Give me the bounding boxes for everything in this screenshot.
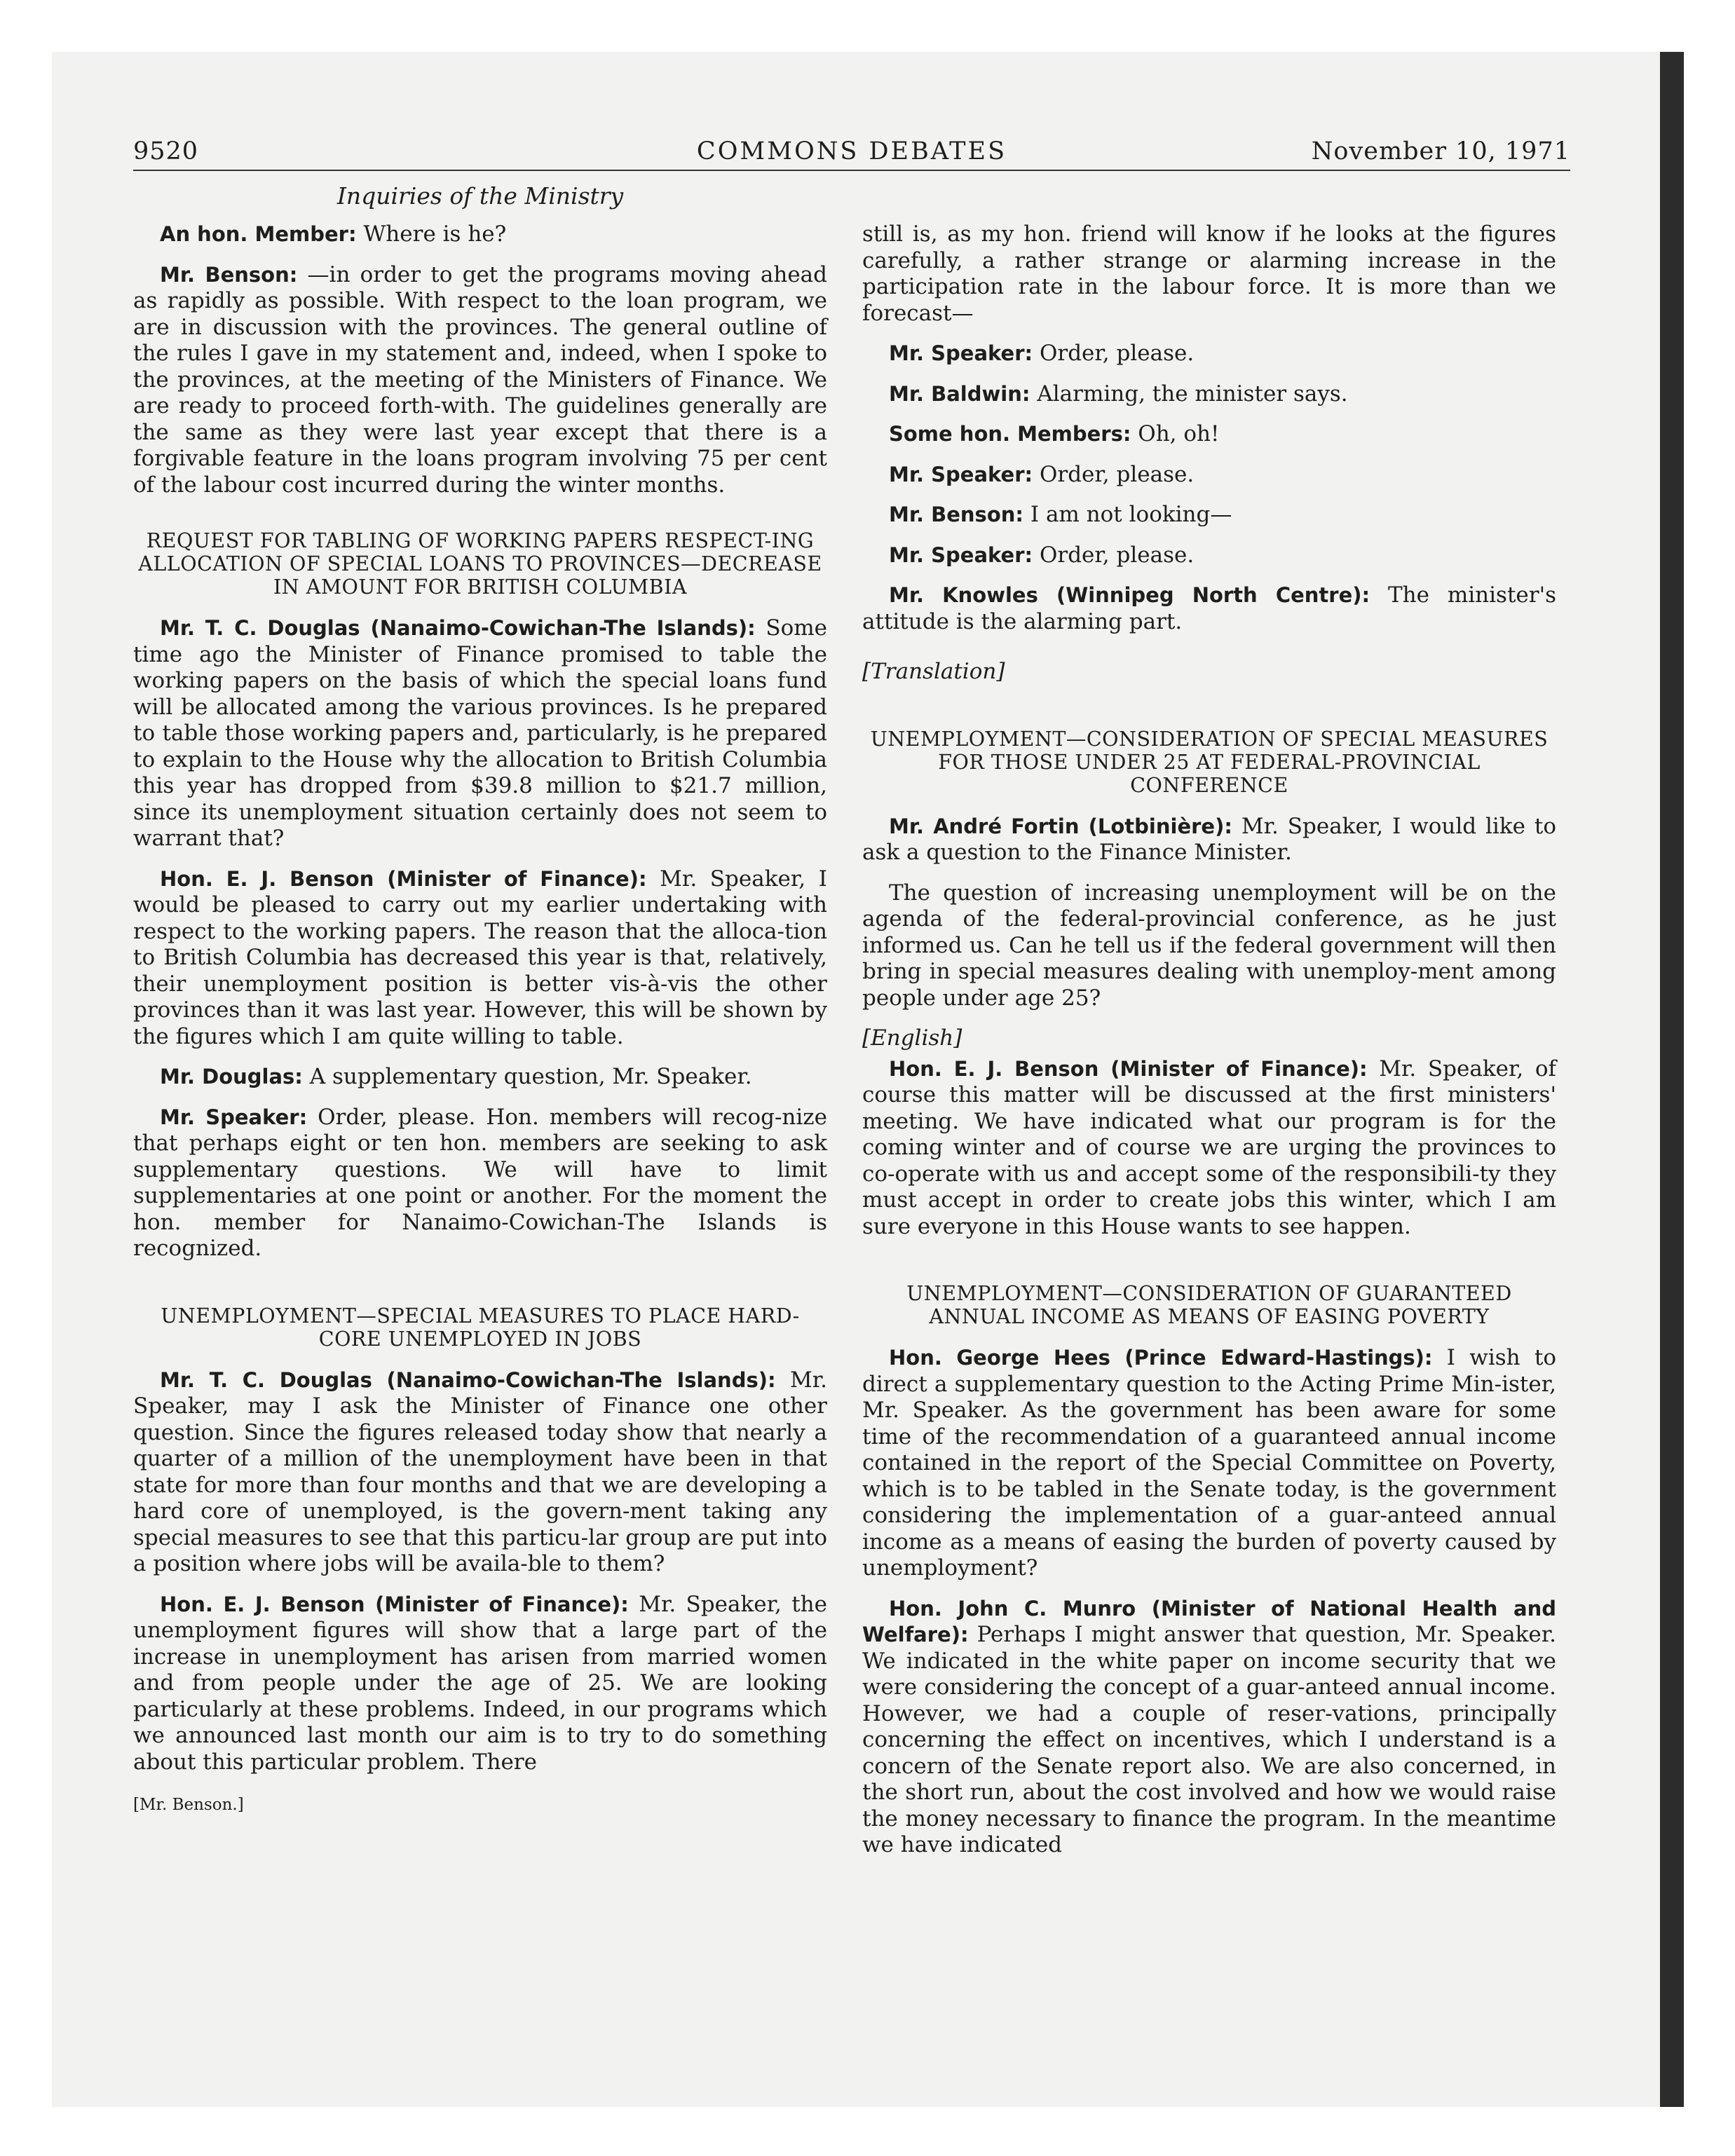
speaker-name: Mr. T. C. Douglas (Nanaimo-Cowichan-The Islands): [160,1367,776,1392]
speech-text: The minister's attitude is the alarming part. [862,582,1556,634]
speech-paragraph [133,1367,827,1578]
section-heading: UNEMPLOYMENT—SPECIAL MEASURES TO PLACE HARD-CORE UNEMPLOYED IN JOBS [161,1304,800,1351]
speech-text: Mr. Speaker, of course this matter will be discussed at the first ministers' meeting. We have indicated what our program is for the coming winter and of course we are urging the provinces to co-operate with us and accept some of the responsibili-ty they must accept in order to create jobs this winter, which I am sure everyone in this House wants to see happen. [862,1056,1556,1239]
publication-title: COMMONS DEBATES [696,137,1007,165]
speaker-name: Mr. Benson: [889,503,1023,526]
speech-text: Mr. Speaker, the unemployment figures will show that a large part of the increase in unemployment has arisen from married women and from people under the age of 25. We are looking particularly at these problems. Indeed, in our programs which we announced last month our aim is to try to do something about this particular problem. There [133,1591,827,1775]
speech-paragraph [862,381,1556,408]
speaker-name: Hon. E. J. Benson (Minister of Finance): [160,1592,629,1616]
speaker-name: Mr. Speaker: [160,1105,308,1129]
speech-paragraph [862,421,1556,448]
speaker-name: Mr. André Fortin (Lotbinière): [889,814,1232,838]
language-marker: [English] [862,1025,962,1051]
speech-paragraph [862,341,1556,367]
speaker-name: Mr. Speaker: [889,341,1033,365]
speech-text: Order, please. Hon. members will recog-nize that perhaps eight or ten hon. members are seeking to ask supplementary questions. We will have to limit supplementaries at one point or another. For the moment the hon. member for Nanaimo-Cowichan-The Islands is recognized. [133,1104,827,1261]
speech-text: still is, as my hon. friend will know if he looks at the figures carefully, a rather strange or alarming increase in the participation rate in the labour force. It is more than we forecast— [862,221,1556,326]
speaker-name: Mr. Baldwin: [889,381,1030,406]
speech-paragraph [133,1105,827,1262]
section-heading: UNEMPLOYMENT—CONSIDERATION OF SPECIAL MEASURES FOR THOSE UNDER 25 AT FEDERAL-PROVINCIAL CONFERENCE [870,727,1549,797]
language-marker: [Translation] [862,659,1005,684]
page-number: 9520 [133,137,199,165]
speaker-name: Hon. E. J. Benson (Minister of Finance): [889,1056,1368,1081]
speaker-name: Mr. Benson: [160,262,298,287]
speech-text: A supplementary question, Mr. Speaker. [302,1064,752,1089]
speech-text: Mr. Speaker, may I ask the Minister of Finance one other question. Since the figures released today show that nearly a quarter of a million of the unemployment have been in that state for more than four months and that we are developing a hard core of unemployed, is the govern-ment taking any special measures to see that this particu-lar group are put into a position where jobs will be availa-ble to them? [133,1367,827,1576]
column-footnote: [Mr. Benson.] [133,1796,244,1814]
speech-text: Perhaps I might answer that question, Mr. Speaker. We indicated in the white paper on income security that we were considering the concept of a guar-anteed annual income. However, we had a couple of reser-vations, principally concerning the effect on incentives, which I understand is a concern of the Senate report also. We are also concerned, in the short run, about the cost involved and how we would raise the money necessary to finance the program. In the meantime we have indicated [862,1622,1556,1857]
speech-text: Mr. Speaker, I would like to ask a question to the Finance Minister. [862,813,1556,865]
speech-paragraph [862,814,1556,866]
speech-paragraph [133,221,827,248]
speech-paragraph [862,221,1556,327]
speech-text: Order, please. [1033,341,1195,366]
speech-text: —in order to get the programs moving ahead as rapidly as possible. With respect to the loan program, we are in discussion with the provinces. The general outline of the rules I gave in my statement and, indeed, when I spoke to the provinces, at the meeting of the Ministers of Finance. We are ready to proceed forth-with. The guidelines generally are the same as they were last year except that there is a forgivable feature in the loans program involving 75 per cent of the labour cost incurred during the winter months. [133,261,827,498]
speech-paragraph [862,1056,1556,1241]
speech-paragraph [133,866,827,1051]
right-column [862,221,1556,1873]
speaker-name: Mr. Douglas: [160,1065,303,1089]
left-column [133,221,827,1819]
speaker-name: Mr. Speaker: [889,462,1033,486]
speech-paragraph [862,502,1556,528]
speech-paragraph [133,262,827,499]
speech-paragraph [862,880,1556,1012]
speech-paragraph [133,1592,827,1776]
page-date: November 10, 1971 [1311,137,1570,165]
speech-paragraph [862,582,1556,635]
speech-paragraph [133,615,827,852]
section-heading: REQUEST FOR TABLING OF WORKING PAPERS RESPECT-ING ALLOCATION OF SPECIAL LOANS TO PROVINCES—DECREASE IN AMOUNT FOR BRITISH COLUMBIA [138,529,822,599]
speaker-name: An hon. Member: [160,222,357,246]
speech-text: Order, please. [1033,461,1195,487]
speech-text: Alarming, the minister says. [1030,381,1348,407]
speech-text: Where is he? [356,221,507,247]
scan-edge-shadow [1660,52,1684,2107]
speech-text: Order, please. [1033,542,1195,568]
speech-paragraph [133,1064,827,1091]
speech-text: I wish to direct a supplementary question to the Acting Prime Min-ister, Mr. Speaker. As the government has been aware for some time of the recommendation of a guaranteed annual income contained in the report of the Special Committee on Poverty, which is to be tabled in the Senate today, is the government considering the implementation of a guar-anteed annual income as a means of easing the burden of poverty caused by unemployment? [862,1345,1556,1581]
speech-text: Mr. Speaker, I would be pleased to carry out my earlier undertaking with respect to the working papers. The reason that the alloca-tion to British Columbia has decreased this year is that, relatively, their unemployment position is better vis-à-vis the other provinces than it was last year. However, this will be shown by the figures which I am quite willing to table. [133,866,827,1049]
speech-text: I am not looking— [1023,502,1232,527]
section-subheader: Inquiries of the Ministry [336,182,624,210]
speaker-name: Mr. T. C. Douglas (Nanaimo-Cowichan-The Islands): [160,616,756,640]
speech-paragraph [862,1596,1556,1859]
speaker-name: Hon. George Hees (Prince Edward-Hastings): [889,1346,1433,1370]
speaker-name: Some hon. Members: [889,422,1131,446]
section-heading: UNEMPLOYMENT—CONSIDERATION OF GUARANTEED ANNUAL INCOME AS MEANS OF EASING POVERTY [906,1282,1512,1328]
speech-paragraph [862,462,1556,489]
document-page [133,135,1570,1929]
speech-text: The question of increasing unemployment will be on the agenda of the federal-provincial conference, as he just informed us. Can he tell us if the federal government will then bring in special measures dealing with unemploy-ment among people under age 25? [862,880,1556,1011]
speaker-name: Hon. E. J. Benson (Minister of Finance): [160,866,647,891]
speech-paragraph [862,1345,1556,1582]
page-header [133,135,1570,171]
speaker-name: Mr. Speaker: [889,543,1033,567]
speaker-name: Hon. John C. Munro (Minister of National Health and Welfare): [862,1596,1556,1646]
speech-paragraph [862,543,1556,569]
speaker-name: Mr. Knowles (Winnipeg North Centre): [889,583,1370,607]
speech-text: Some time ago the Minister of Finance promised to table the working papers on the basis of which the special loans fund will be allocated among the various provinces. Is he prepared to table those working papers and, particularly, is he prepared to explain to the House why the allocation to British Columbia this year has dropped from $39.8 million to $21.7 million, since its unemployment situation certainly does not seem to warrant that? [133,615,828,851]
speech-text: Oh, oh! [1131,421,1220,446]
